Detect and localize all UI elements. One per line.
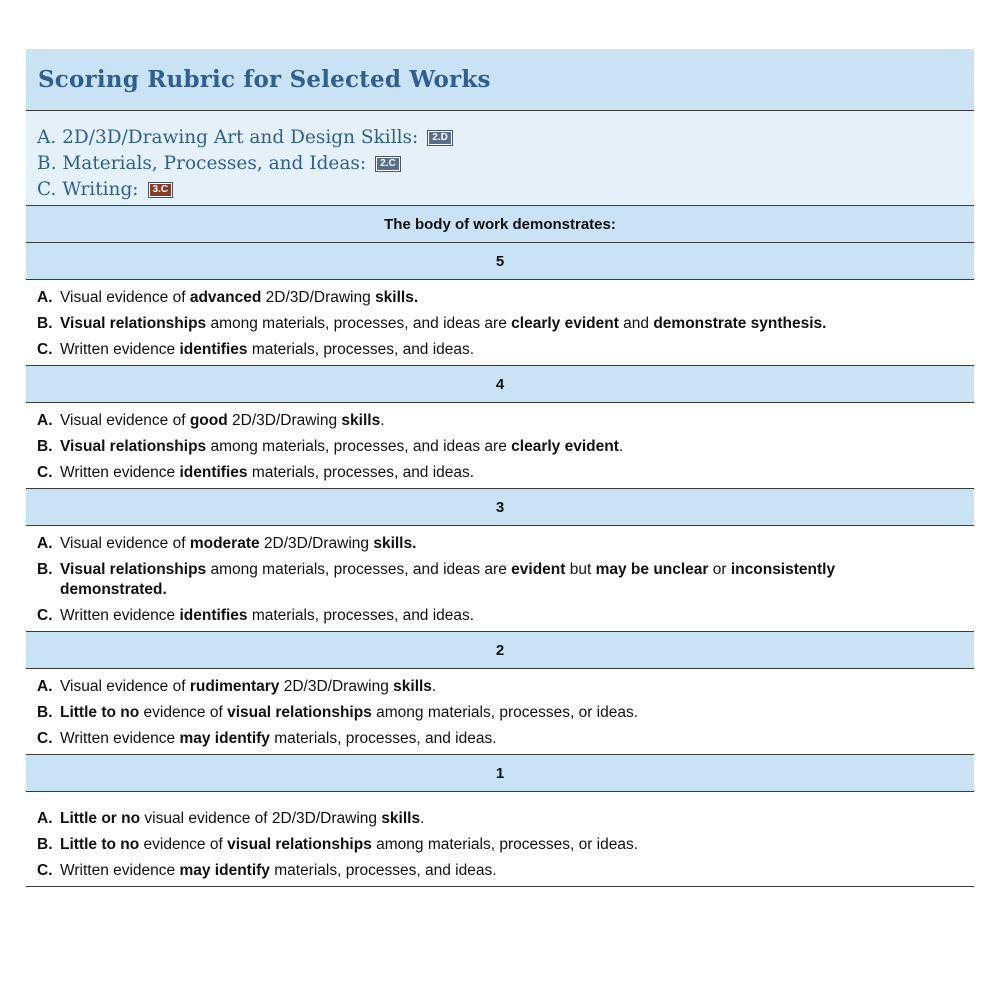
descriptor-item (37, 560, 974, 600)
descriptor-text (60, 437, 974, 457)
emphasis-text: evident (511, 561, 566, 578)
score-descriptors-5 (26, 280, 974, 366)
plain-text: materials, processes, and ideas. (247, 464, 475, 481)
plain-text: materials, processes, and ideas. (269, 862, 497, 879)
emphasis-text: identifies (179, 341, 248, 358)
score-descriptors-3 (26, 526, 974, 632)
plain-text: visual evidence of 2D/3D/Drawing (140, 810, 382, 827)
emphasis-text: may identify (179, 730, 270, 747)
score-descriptors-1 (26, 792, 974, 887)
descriptor-letter: C. (37, 607, 53, 624)
plain-text: among materials, processes, or ideas. (371, 704, 639, 721)
descriptor-item (37, 534, 974, 554)
plain-text: Written evidence (60, 862, 180, 879)
emphasis-text: Visual relationships (60, 315, 207, 332)
descriptor-item (37, 703, 974, 723)
plain-text: Written evidence (60, 341, 180, 358)
descriptor-letter: C. (37, 464, 53, 481)
plain-text: . (618, 438, 624, 455)
plain-text: Visual evidence of (60, 678, 190, 695)
descriptor-item (37, 437, 974, 457)
descriptor-text (60, 340, 974, 360)
emphasis-text: may identify (179, 862, 270, 879)
score-band-1: 1 (26, 755, 974, 792)
plain-text: materials, processes, and ideas. (269, 730, 497, 747)
plain-text: 2D/3D/Drawing (259, 535, 374, 552)
descriptor-item (37, 835, 974, 855)
emphasis-text: skills. (373, 535, 417, 552)
emphasis-text: skills (393, 678, 432, 695)
score-band-5: 5 (26, 243, 974, 280)
score-descriptors-2 (26, 669, 974, 755)
descriptor-item (37, 340, 974, 360)
criterion-c (37, 177, 974, 203)
emphasis-text: Little to no (60, 836, 140, 853)
plain-text: 2D/3D/Drawing (261, 289, 376, 306)
descriptor-item (37, 809, 974, 829)
descriptor-letter: B. (37, 561, 53, 578)
emphasis-text: visual relationships (227, 704, 372, 721)
criterion-label: C. Writing: (37, 179, 139, 200)
descriptor-letter: B. (37, 836, 53, 853)
descriptor-text (60, 534, 974, 554)
plain-text: among materials, processes, and ideas are (206, 315, 512, 332)
emphasis-text: Little or no (60, 810, 141, 827)
skill-badge: 2.D (428, 131, 452, 145)
emphasis-text: visual relationships (227, 836, 372, 853)
score-band-2: 2 (26, 632, 974, 669)
criterion-label: A. 2D/3D/Drawing Art and Design Skills: (37, 127, 419, 148)
plain-text: Written evidence (60, 730, 180, 747)
descriptor-item (37, 463, 974, 483)
emphasis-text: inconsistently demonstrated. (60, 561, 836, 598)
plain-text: among materials, processes, and ideas are (206, 561, 512, 578)
score-band-3: 3 (26, 489, 974, 526)
descriptor-letter: B. (37, 438, 53, 455)
skill-badge: 2.C (376, 157, 400, 171)
descriptor-letter: A. (37, 678, 53, 695)
emphasis-text: skills (381, 810, 421, 827)
score-levels (26, 243, 974, 887)
score-descriptors-4 (26, 403, 974, 489)
emphasis-text: Visual relationships (60, 561, 207, 578)
plain-text: . (380, 412, 385, 429)
descriptor-text (60, 463, 974, 483)
plain-text: . (420, 810, 425, 827)
plain-text: materials, processes, and ideas. (247, 341, 475, 358)
plain-text: Written evidence (60, 607, 180, 624)
plain-text: among materials, processes, and ideas are (206, 438, 512, 455)
descriptor-text (60, 703, 974, 723)
plain-text: . (431, 678, 437, 695)
descriptor-text (60, 677, 974, 697)
descriptor-item (37, 314, 974, 334)
rubric-intro: The body of work demonstrates: (26, 206, 974, 243)
criteria-list (26, 111, 974, 206)
emphasis-text: clearly evident (511, 438, 619, 455)
descriptor-letter: B. (37, 315, 53, 332)
plain-text: among materials, processes, or ideas. (371, 836, 639, 853)
plain-text: Written evidence (60, 464, 180, 481)
descriptor-item (37, 729, 974, 749)
descriptor-item (37, 411, 974, 431)
descriptor-text (60, 560, 974, 600)
plain-text: and (618, 315, 654, 332)
rubric-title: Scoring Rubric for Selected Works (38, 66, 491, 93)
descriptor-letter: C. (37, 730, 53, 747)
descriptor-text (60, 861, 974, 881)
plain-text: 2D/3D/Drawing (279, 678, 394, 695)
plain-text: evidence of (139, 836, 228, 853)
scoring-rubric (26, 49, 974, 887)
descriptor-text (60, 809, 974, 829)
descriptor-letter: A. (37, 535, 53, 552)
descriptor-letter: B. (37, 704, 53, 721)
descriptor-item (37, 861, 974, 881)
plain-text: Visual evidence of (60, 535, 190, 552)
descriptor-text (60, 288, 974, 308)
emphasis-text: identifies (179, 607, 248, 624)
emphasis-text: skills (341, 412, 381, 429)
plain-text: or (708, 561, 731, 578)
emphasis-text: Little to no (60, 704, 140, 721)
criterion-label: B. Materials, Processes, and Ideas: (37, 153, 367, 174)
plain-text: materials, processes, and ideas. (247, 607, 475, 624)
descriptor-item (37, 606, 974, 626)
plain-text: but (565, 561, 596, 578)
descriptor-text (60, 729, 974, 749)
plain-text: evidence of (139, 704, 228, 721)
emphasis-text: demonstrate synthesis. (653, 315, 827, 332)
descriptor-letter: A. (37, 412, 53, 429)
descriptor-letter: C. (37, 862, 53, 879)
plain-text: 2D/3D/Drawing (227, 412, 342, 429)
emphasis-text: good (189, 412, 228, 429)
descriptor-item (37, 288, 974, 308)
criterion-a (37, 125, 974, 151)
emphasis-text: clearly evident (511, 315, 619, 332)
descriptor-letter: A. (37, 289, 53, 306)
emphasis-text: advanced (189, 289, 262, 306)
emphasis-text: skills. (375, 289, 419, 306)
emphasis-text: Visual relationships (60, 438, 207, 455)
descriptor-text (60, 606, 974, 626)
descriptor-letter: C. (37, 341, 53, 358)
title-bar (26, 49, 974, 111)
score-band-4: 4 (26, 366, 974, 403)
emphasis-text: identifies (179, 464, 248, 481)
descriptor-text (60, 835, 974, 855)
plain-text: Visual evidence of (60, 412, 190, 429)
criterion-b (37, 151, 974, 177)
emphasis-text: rudimentary (189, 678, 280, 695)
emphasis-text: moderate (189, 535, 260, 552)
descriptor-letter: A. (37, 810, 53, 827)
emphasis-text: may be unclear (595, 561, 709, 578)
descriptor-item (37, 677, 974, 697)
descriptor-text (60, 314, 974, 334)
descriptor-text (60, 411, 974, 431)
skill-badge: 3.C (149, 183, 173, 197)
plain-text: Visual evidence of (60, 289, 190, 306)
